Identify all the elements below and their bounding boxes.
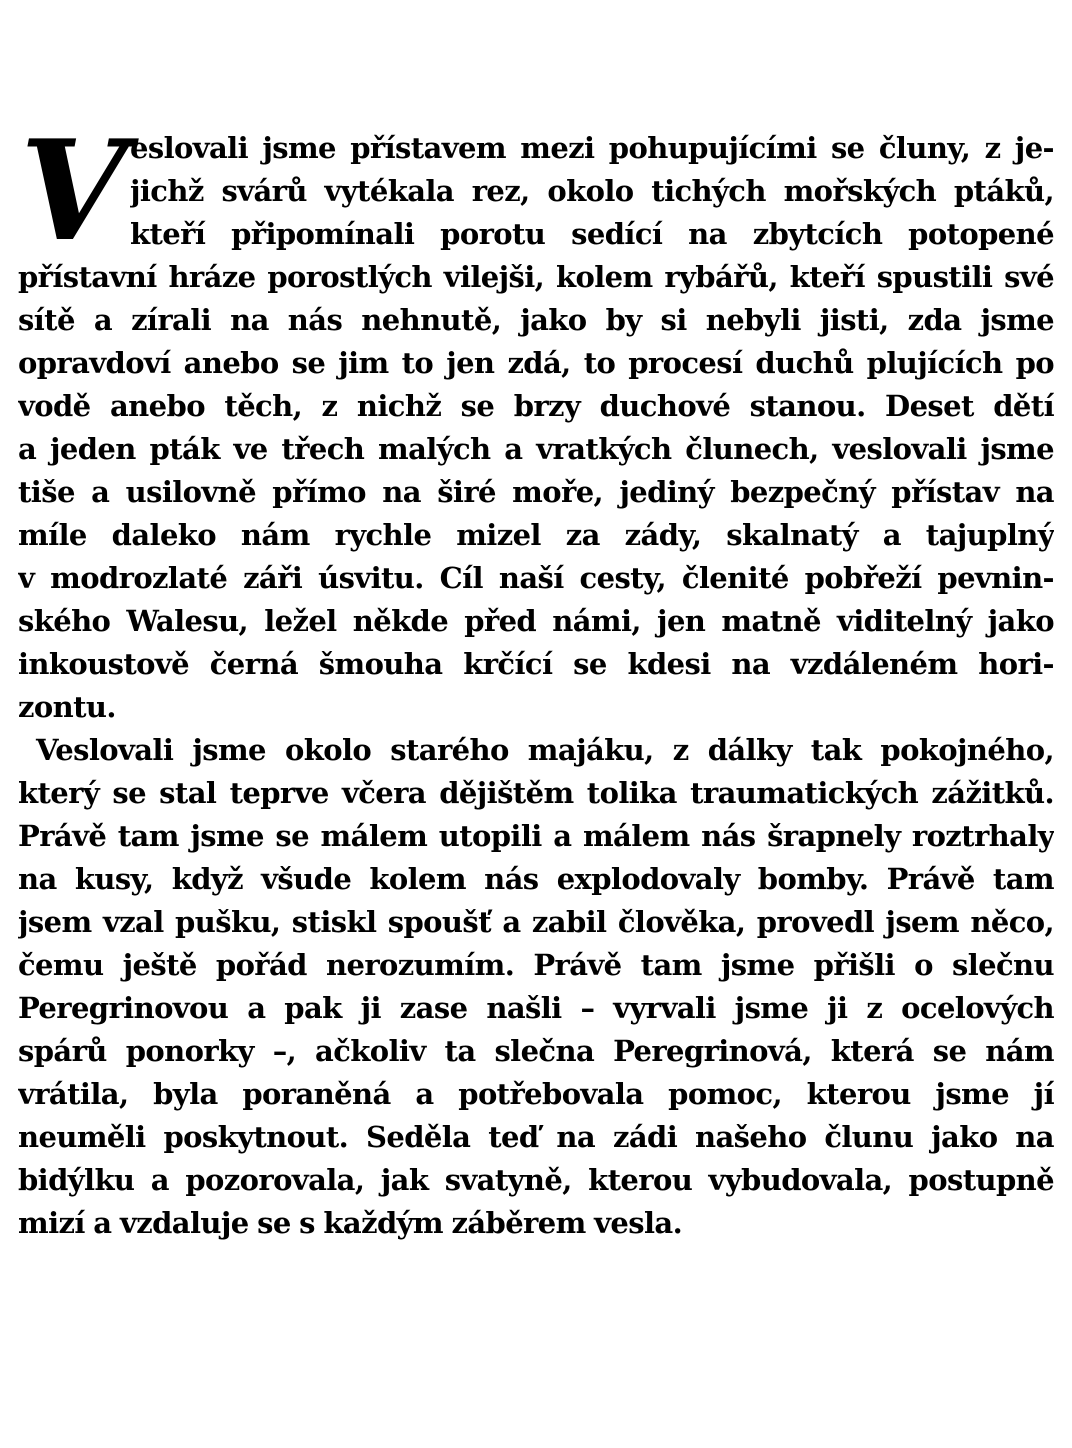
text-line: jichž svárů vytékala rez, okolo tichých mořských ptáků, [130, 174, 1054, 208]
text-line: mizí a vzdaluje se s každým záběrem vesla. [18, 1206, 683, 1240]
text-line: přístavní hráze porostlých vilejši, kolem rybářů, kteří spustili své [18, 260, 1054, 294]
text-line: spárů ponorky –, ačkoliv ta slečna Peregrinová, která se nám [18, 1034, 1054, 1068]
drop-cap: V [20, 109, 128, 272]
text-line: jsem vzal pušku, stiskl spoušť a zabil člověka, provedl jsem něco, [18, 905, 1054, 939]
text-line: čemu ještě pořád nerozumím. Právě tam jsme přišli o slečnu [18, 948, 1054, 982]
text-line: eslovali jsme přístavem mezi pohupujícími se čluny, z je- [130, 131, 1054, 165]
text-line: Peregrinovou a pak ji zase našli – vyrvali jsme ji z ocelových [18, 991, 1054, 1025]
text-line: na kusy, když všude kolem nás explodovaly bomby. Právě tam [18, 862, 1054, 896]
text-line: neuměli poskytnout. Seděla teď na zádi našeho člunu jako na [18, 1120, 1054, 1154]
text-line: Veslovali jsme okolo starého majáku, z dálky tak pokojného, [36, 733, 1054, 767]
document-page [18, 109, 1054, 1245]
text-line: kteří připomínali porotu sedící na zbytcích potopené [130, 217, 1054, 251]
text-line: v modrozlaté záři úsvitu. Cíl naší cesty, členité pobřeží pevnin- [18, 561, 1054, 595]
text-line: opravdoví anebo se jim to jen zdá, to procesí duchů plujících po [18, 346, 1054, 380]
text-line: inkoustově černá šmouha krčící se kdesi na vzdáleném hori- [18, 647, 1054, 681]
text-line: a jeden pták ve třech malých a vratkých člunech, veslovali jsme [18, 432, 1054, 466]
text-line: ského Walesu, ležel někde před námi, jen matně viditelný jako [18, 604, 1054, 638]
text-line: míle daleko nám rychle mizel za zády, skalnatý a tajuplný [18, 518, 1054, 552]
text-line: Právě tam jsme se málem utopili a málem nás šrapnely roztrhaly [18, 819, 1054, 853]
text-line: který se stal teprve včera dějištěm tolika traumatických zážitků. [18, 776, 1054, 810]
text-line: tiše a usilovně přímo na širé moře, jediný bezpečný přístav na [18, 475, 1054, 509]
paragraph-2 [18, 729, 1054, 1245]
text-line: vrátila, byla poraněná a potřebovala pomoc, kterou jsme jí [18, 1077, 1054, 1111]
text-line: zontu. [18, 690, 116, 724]
text-line: bidýlku a pozorovala, jak svatyně, kterou vybudovala, postupně [18, 1163, 1054, 1197]
text-line: vodě anebo těch, z nichž se brzy duchové stanou. Deset dětí [18, 389, 1054, 423]
paragraph-1 [18, 109, 1054, 729]
text-line: sítě a zírali na nás nehnutě, jako by si nebyli jisti, zda jsme [18, 303, 1054, 337]
